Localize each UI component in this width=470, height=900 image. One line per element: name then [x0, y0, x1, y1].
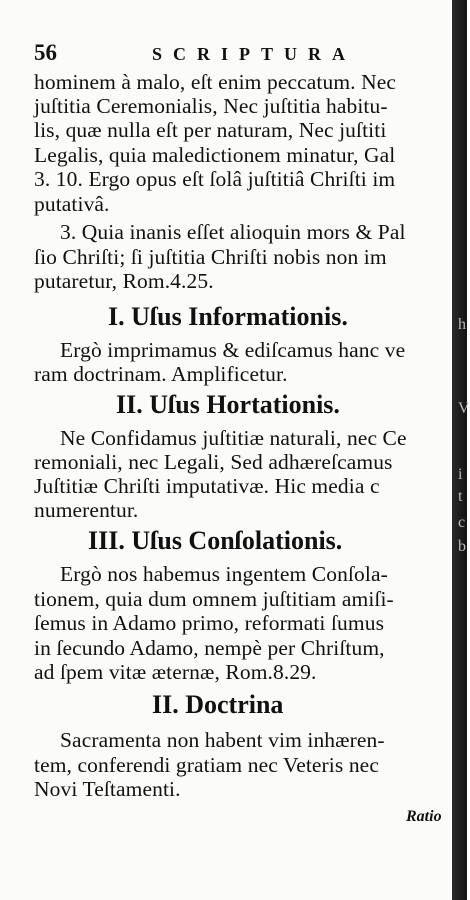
text-line: hominem à malo, eſt enim peccatum. Nec	[34, 70, 397, 94]
edge-glyph: b	[458, 538, 466, 555]
edge-glyph: h	[458, 316, 466, 333]
running-head: SCRIPTURA	[152, 44, 357, 64]
text-line: in ſecundo Adamo, nempè per Chriſtum,	[34, 636, 385, 660]
text-line: Novi Teſtamenti.	[34, 777, 181, 801]
text-line: remoniali, nec Legali, Sed adhæreſcamus	[34, 450, 393, 474]
text-line: ad ſpem vitæ æternæ, Rom.8.29.	[34, 660, 317, 684]
section-heading: II. Uſus Hortationis.	[116, 390, 340, 419]
text-line: 3. 10. Ergo opus eſt ſolâ juſtitiâ Chriſti im	[34, 167, 396, 191]
page-number: 56	[34, 40, 57, 65]
text-line: numerentur.	[34, 498, 139, 522]
text-line: tionem, quia dum omnem juſtitiam amiſi-	[34, 587, 394, 611]
section-heading: III. Uſus Conſolationis.	[88, 526, 343, 555]
edge-glyph: t	[458, 488, 463, 505]
text-line: Legalis, quia maledictionem minatur, Gal	[34, 143, 396, 167]
catchword: Ratio	[406, 808, 442, 825]
edge-glyph: i	[458, 466, 463, 483]
text-line: 3. Quia inanis eſſet alioquin mors & Pal	[60, 220, 406, 244]
text-line: ſio Chriſti; ſi juſtitia Chriſti nobis non im	[34, 245, 387, 269]
page-header	[34, 40, 454, 70]
text-line: putaretur, Rom.4.25.	[34, 269, 214, 293]
book-gutter	[452, 0, 467, 900]
text-line: Ne Confidamus juſtitiæ naturali, nec Ce	[60, 426, 407, 450]
text-line: juſtitia Ceremonialis, Nec juſtitia habitu-	[34, 94, 388, 118]
text-line: Juſtitiæ Chriſti imputativæ. Hic media c	[34, 474, 380, 498]
edge-glyph: V	[458, 400, 470, 417]
text-line: ram doctrinam. Amplificetur.	[34, 362, 288, 386]
text-line: Sacramenta non habent vim inhæren-	[60, 728, 385, 752]
section-heading: II. Doctrina	[152, 690, 284, 719]
text-line: tem, conferendi gratiam nec Veteris nec	[34, 753, 379, 777]
text-line: lis, quæ nulla eſt per naturam, Nec juſtiti	[34, 118, 387, 142]
text-line: putativâ.	[34, 192, 110, 216]
text-line: Ergò nos habemus ingentem Conſola-	[60, 562, 388, 586]
section-heading: I. Uſus Informationis.	[108, 302, 348, 331]
edge-glyph: c	[458, 514, 466, 531]
text-line: ſemus in Adamo primo, reformati ſumus	[34, 611, 385, 635]
text-line: Ergò imprimamus & ediſcamus hanc ve	[60, 338, 406, 362]
